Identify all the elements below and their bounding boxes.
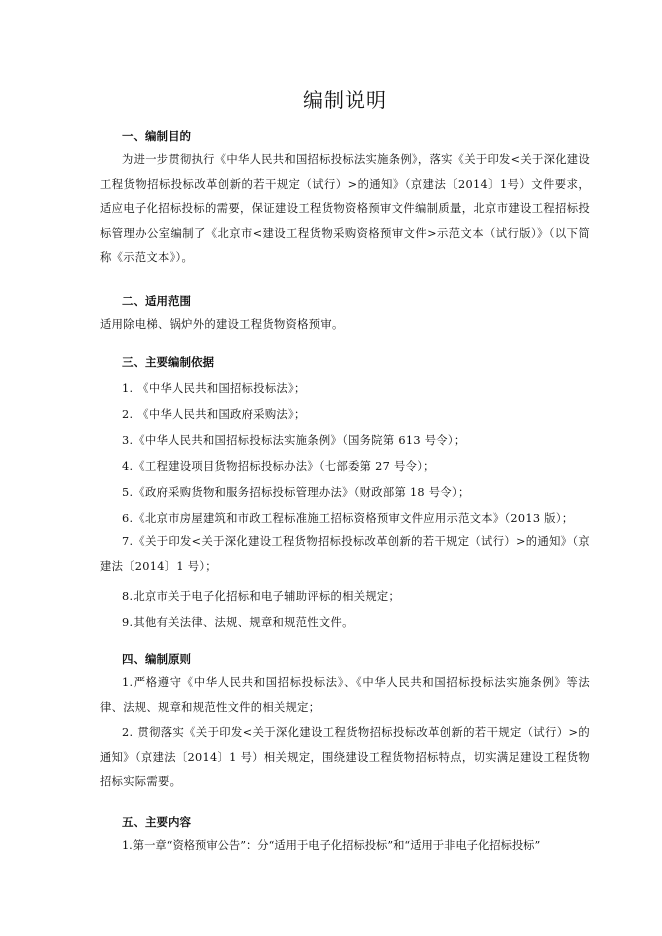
list-item: 2. 《中华人民共和国政府采购法》； [122, 408, 306, 421]
list-item: 9.其他有关法律、法规、规章和规范性文件。 [122, 616, 354, 629]
section-paragraph: 2. 贯彻落实《关于印发<关于深化建设工程货物招标投标改革创新的若干规定（试行）>的通知》（京建法〔2014〕1 号）相关规定，围绕建设工程货物招标特点，切实满足建设工程货物招标实际需要。 [100, 726, 590, 789]
section-paragraph: 适用除电梯、锅炉外的建设工程货物资格预审。 [100, 318, 344, 331]
section-heading-principles: 四、编制原则 [122, 652, 191, 666]
list-item: 3.《中华人民共和国招标投标法实施条例》（国务院第 613 号令）； [122, 434, 466, 447]
list-item: 6.《北京市房屋建筑和市政工程标准施工招标资格预审文件应用示范文本》（2013 版）； [122, 512, 574, 525]
list-item: 5.《政府采购货物和服务招标投标管理办法》（财政部第 18 号令）； [122, 486, 470, 499]
list-item: 8.北京市关于电子化招标和电子辅助评标的相关规定； [122, 590, 401, 603]
section-heading-scope: 二、适用范围 [122, 294, 191, 308]
document-title: 编制说明 [303, 88, 387, 112]
section-paragraph: 1.严格遵守《中华人民共和国招标投标法》、《中华人民共和国招标投标法实施条例》等法律、法规、规章和规范性文件的相关规定； [100, 676, 590, 714]
section-paragraph: 1.第一章“资格预审公告”：分“适用于电子化招标投标”和“适用于非电子化招标投标” [122, 839, 541, 852]
section-heading-purpose: 一、编制目的 [122, 129, 191, 143]
section-paragraph: 为进一步贯彻执行《中华人民共和国招标投标法实施条例》，落实《关于印发<关于深化建设工程货物招标投标改革创新的若干规定（试行）>的通知》（京建法〔2014〕1号）文件要求，适应电子化招标投标的需要，保证建设工程货物资格预审文件编制质量，北京市建设工程招标投标管理办公室编制了《北京市<建设工程货物采购资格预审文件>示范文本（试行版）》（以下简称《示范文本》）。 [100, 153, 590, 265]
section-heading-basis: 三、主要编制依据 [122, 355, 214, 369]
list-item: 1. 《中华人民共和国招标投标法》； [122, 382, 306, 395]
section-heading-content: 五、主要内容 [122, 815, 191, 829]
list-item: 4.《工程建设项目货物招标投标办法》（七部委第 27 号令）； [122, 460, 435, 473]
list-item: 7.《关于印发<关于深化建设工程货物招标投标改革创新的若干规定（试行）>的通知》（京建法〔2014〕1 号）； [100, 535, 590, 573]
